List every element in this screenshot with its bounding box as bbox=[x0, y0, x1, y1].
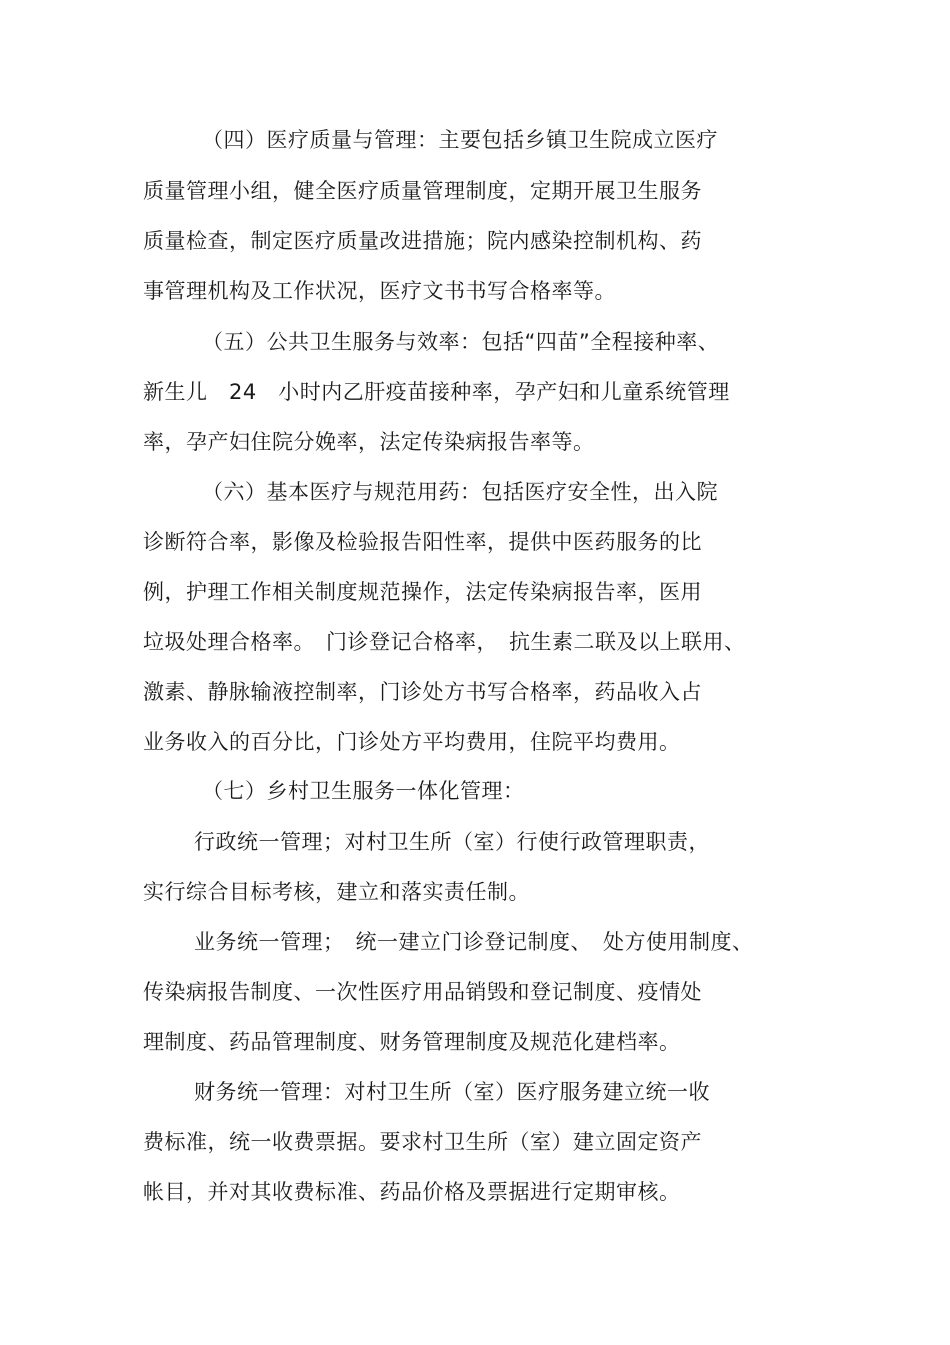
text-line: 诊断符合率，影像及检验报告阳性率，提供中医药服务的比 bbox=[143, 530, 702, 554]
text-line: 费标准，统一收费票据。要求村卫生所（室）建立固定资产 bbox=[143, 1130, 702, 1154]
text-line: （五）公共卫生服务与效率：包括“四苗”全程接种率、 bbox=[202, 330, 720, 354]
text-line: 业务收入的百分比，门诊处方平均费用，住院平均费用。 bbox=[143, 730, 681, 754]
text-line: 传染病报告制度、一次性医疗用品销毁和登记制度、疫情处 bbox=[143, 980, 702, 1004]
text-line: 率，孕产妇住院分娩率，法定传染病报告率等。 bbox=[143, 430, 595, 454]
text-line: 理制度、药品管理制度、财务管理制度及规范化建档率。 bbox=[143, 1030, 681, 1054]
text-line: （七）乡村卫生服务一体化管理： bbox=[202, 779, 525, 803]
text-line: 行政统一管理；对村卫生所（室）行使行政管理职责， bbox=[194, 830, 710, 854]
text-line: 帐目，并对其收费标准、药品价格及票据进行定期审核。 bbox=[143, 1180, 681, 1204]
text-line: 质量管理小组，健全医疗质量管理制度，定期开展卫生服务 bbox=[143, 179, 702, 203]
text-line: 新生儿 24 小时内乙肝疫苗接种率，孕产妇和儿童系统管理 bbox=[143, 380, 730, 404]
text-line: 质量检查，制定医疗质量改进措施；院内感染控制机构、药 bbox=[143, 229, 702, 253]
text-line: 例，护理工作相关制度规范操作，法定传染病报告率，医用 bbox=[143, 580, 702, 604]
text-line: 实行综合目标考核，建立和落实责任制。 bbox=[143, 880, 530, 904]
text-line: （六）基本医疗与规范用药：包括医疗安全性，出入院 bbox=[202, 480, 718, 504]
text-line: （四）医疗质量与管理：主要包括乡镇卫生院成立医疗 bbox=[202, 128, 718, 152]
text-line: 激素、静脉输液控制率，门诊处方书写合格率，药品收入占 bbox=[143, 680, 702, 704]
text-line: 垃圾处理合格率。 门诊登记合格率， 抗生素二联及以上联用、 bbox=[143, 630, 746, 654]
text-line: 财务统一管理：对村卫生所（室）医疗服务建立统一收 bbox=[194, 1080, 710, 1104]
text-line: 业务统一管理； 统一建立门诊登记制度、 处方使用制度、 bbox=[194, 930, 754, 954]
text-line: 事管理机构及工作状况，医疗文书书写合格率等。 bbox=[143, 279, 616, 303]
